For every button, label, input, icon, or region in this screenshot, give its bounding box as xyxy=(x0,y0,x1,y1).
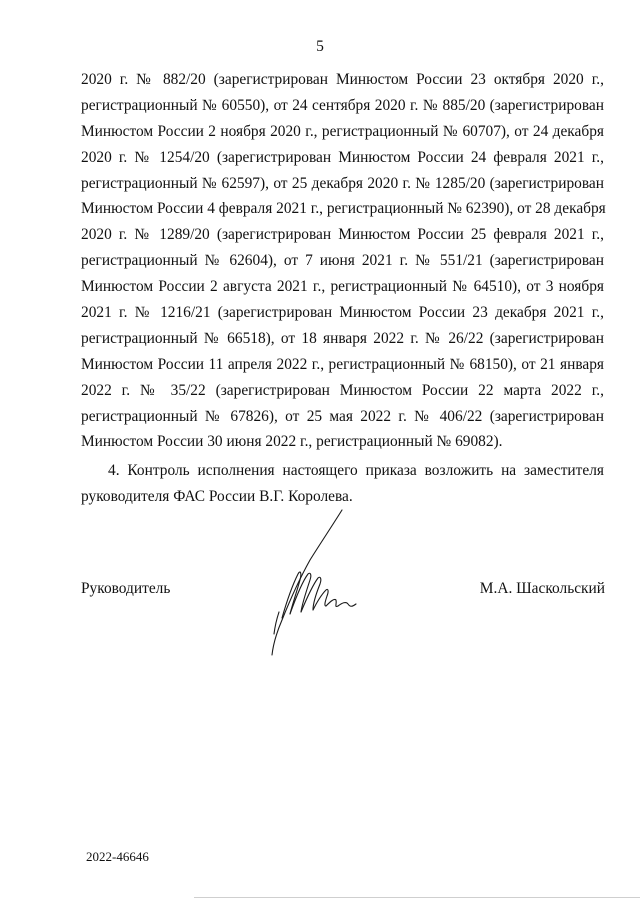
scan-edge-divider xyxy=(194,897,640,898)
document-code: 2022-46646 xyxy=(86,849,149,864)
body-paragraph xyxy=(81,67,604,455)
body-line: регистрационный № 60550), от 24 сентября 2020 г. № 885/20 (зарегистрирован xyxy=(81,96,604,114)
body-line: Минюстом России 2 августа 2021 г., регистрационный № 64510), от 3 ноября xyxy=(81,278,604,296)
paragraph-4-line: 4. Контроль исполнения настоящего приказа возложить на заместителя xyxy=(108,462,604,479)
body-line: Минюстом России 2 ноября 2020 г., регистрационный № 60707), от 24 декабря xyxy=(81,122,604,140)
body-line: регистрационный № 67826), от 25 мая 2022 г. № 406/22 (зарегистрирован xyxy=(81,407,604,425)
body-line: регистрационный № 66518), от 18 января 2022 г. № 26/22 (зарегистрирован xyxy=(81,329,604,347)
body-line: Минюстом России 30 июня 2022 г., регистрационный № 69082). xyxy=(81,433,503,451)
body-line: Минюстом России 4 февраля 2021 г., регистрационный № 62390), от 28 декабря xyxy=(81,200,606,218)
page-number: 5 xyxy=(316,38,324,55)
body-line: 2020 г. № 1289/20 (зарегистрирован Минюстом России 25 февраля 2021 г., xyxy=(81,226,604,244)
signatory-role: Руководитель xyxy=(81,580,171,597)
paragraph-4 xyxy=(81,458,604,510)
body-line: 2021 г. № 1216/21 (зарегистрирован Минюстом России 23 декабря 2021 г., xyxy=(81,304,604,322)
body-line: регистрационный № 62597), от 25 декабря 2020 г. № 1285/20 (зарегистрирован xyxy=(81,174,604,192)
signatory-name: М.А. Шаскольский xyxy=(479,580,605,597)
body-line: 2020 г. № 882/20 (зарегистрирован Минюстом России 23 октября 2020 г., xyxy=(81,71,604,88)
body-line: 2020 г. № 1254/20 (зарегистрирован Минюстом России 24 февраля 2021 г., xyxy=(81,148,604,166)
body-line: Минюстом России 11 апреля 2022 г., регистрационный № 68150), от 21 января xyxy=(81,355,604,373)
body-line: 2022 г. № 35/22 (зарегистрирован Минюстом России 22 марта 2022 г., xyxy=(81,381,604,399)
body-line: регистрационный № 62604), от 7 июня 2021 г. № 551/21 (зарегистрирован xyxy=(81,252,604,270)
handwritten-signature xyxy=(262,508,372,658)
paragraph-4-line: руководителя ФАС России В.Г. Королева. xyxy=(81,487,353,505)
